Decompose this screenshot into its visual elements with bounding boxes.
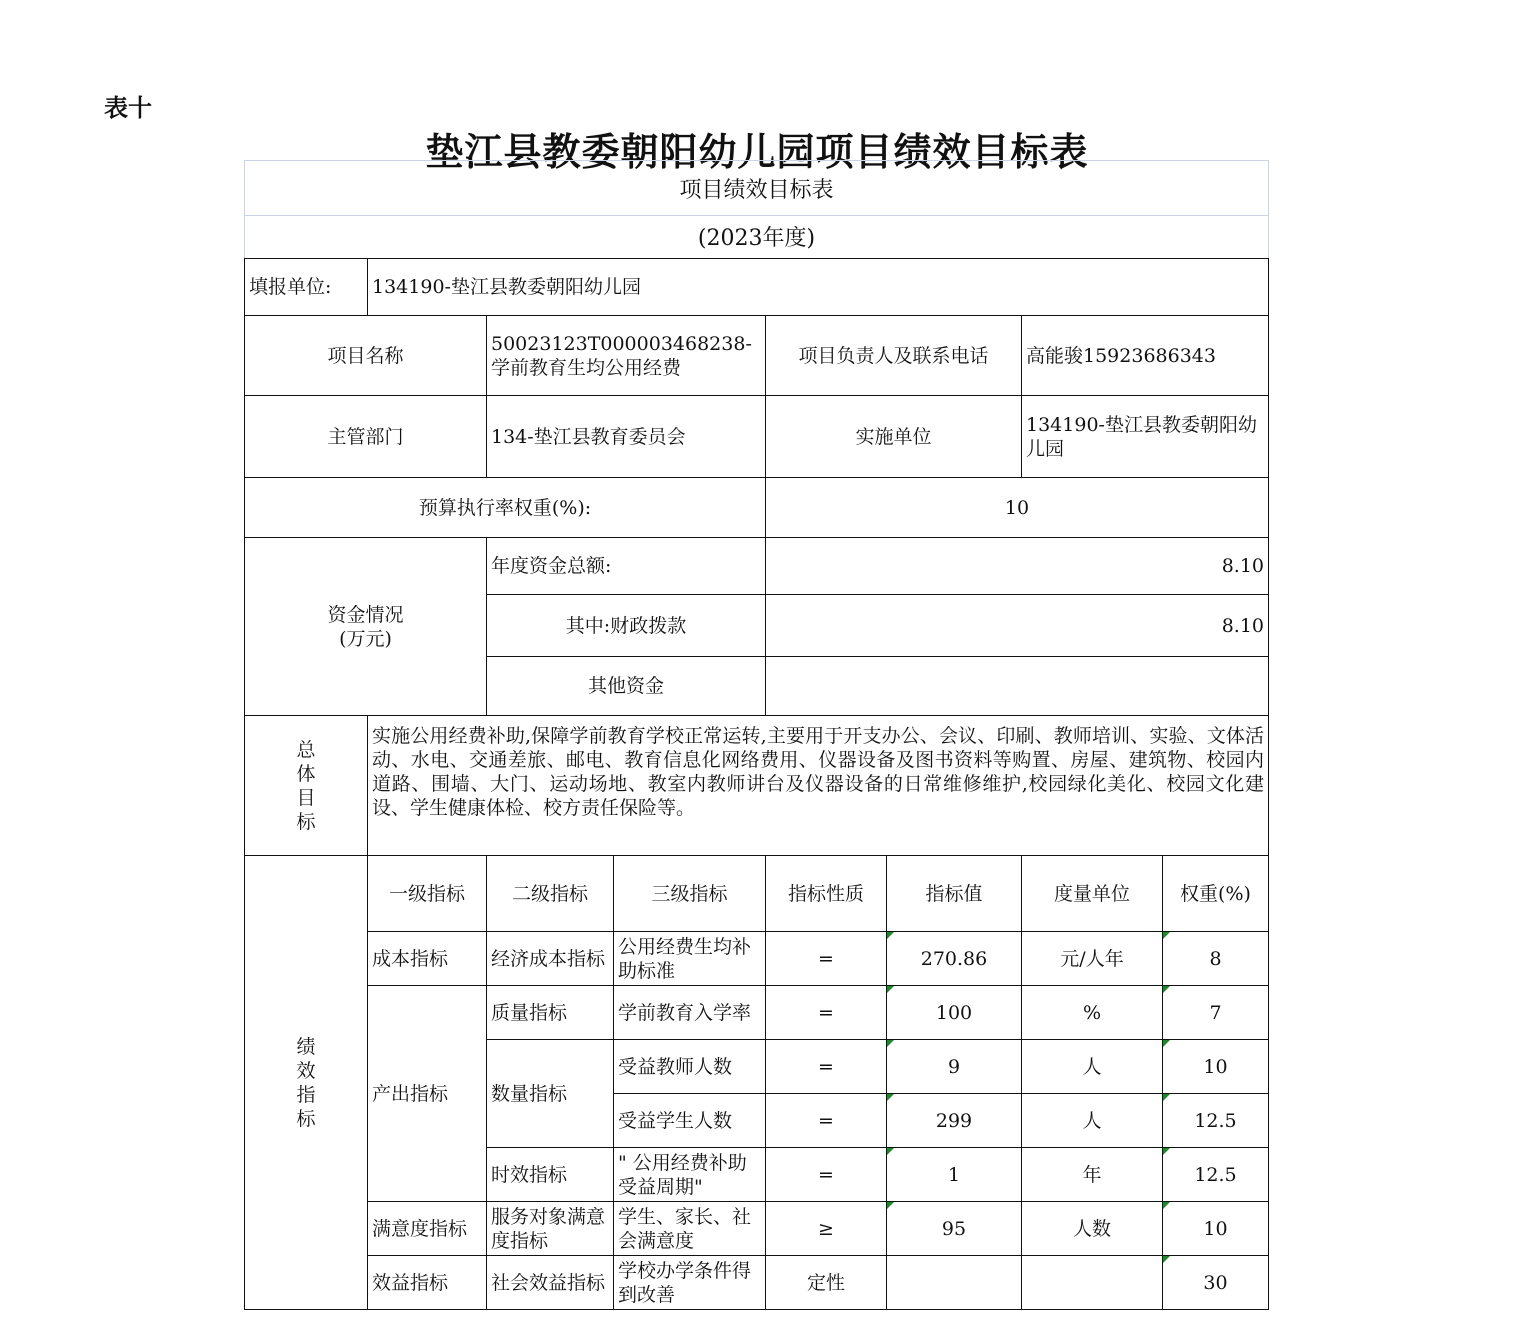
impl-value: 134190-垫江县教委朝阳幼儿园 xyxy=(1022,396,1269,478)
project-name-value: 50023123T000003468238-学前教育生均公用经费 xyxy=(487,316,766,396)
unit-row xyxy=(245,259,1269,316)
row-unit: 元/人年 xyxy=(1022,932,1163,986)
funds-total-label: 年度资金总额: xyxy=(487,538,766,595)
funds-fiscal-value: 8.10 xyxy=(766,595,1269,657)
row-value: 270.86 xyxy=(887,932,1022,986)
row-nature: = xyxy=(766,1148,887,1202)
row-value: 299 xyxy=(887,1094,1022,1148)
table-row xyxy=(245,932,1269,986)
row-unit: 人数 xyxy=(1022,1202,1163,1256)
row-l2: 时效指标 xyxy=(487,1148,614,1202)
impl-label: 实施单位 xyxy=(766,396,1022,478)
goal-row xyxy=(245,716,1269,856)
budget-rate-row xyxy=(245,478,1269,538)
header-l3: 三级指标 xyxy=(614,856,766,932)
table-number: 表十 xyxy=(104,94,152,122)
row-value: 100 xyxy=(887,986,1022,1040)
row-l2: 质量指标 xyxy=(487,986,614,1040)
row-weight: 30 xyxy=(1163,1256,1269,1310)
table-subtitle: 项目绩效目标表 xyxy=(244,160,1269,216)
leader-label: 项目负责人及联系电话 xyxy=(766,316,1022,396)
row-nature: = xyxy=(766,986,887,1040)
row-nature: ≥ xyxy=(766,1202,887,1256)
row-unit xyxy=(1022,1256,1163,1310)
funds-label-line2: (万元) xyxy=(339,627,392,650)
funds-fiscal-label: 其中:财政拨款 xyxy=(487,595,766,657)
row-l3: 学生、家长、社会满意度 xyxy=(614,1202,766,1256)
row-l2: 数量指标 xyxy=(487,1040,614,1148)
row-l1: 满意度指标 xyxy=(368,1202,487,1256)
perf-label: 绩 效 指 标 xyxy=(245,856,368,1310)
budget-rate-label: 预算执行率权重(%): xyxy=(245,478,766,538)
row-l1: 产出指标 xyxy=(368,986,487,1202)
funds-other-value xyxy=(766,657,1269,716)
row-value: 9 xyxy=(887,1040,1022,1094)
row-l1: 成本指标 xyxy=(368,932,487,986)
row-nature: = xyxy=(766,1094,887,1148)
table-row xyxy=(245,1256,1269,1310)
goal-label: 总 体 目 标 xyxy=(245,716,368,856)
row-nature: = xyxy=(766,1040,887,1094)
row-weight: 10 xyxy=(1163,1040,1269,1094)
header-weight: 权重(%) xyxy=(1163,856,1269,932)
header-unit: 度量单位 xyxy=(1022,856,1163,932)
indicator-header-row xyxy=(245,856,1269,932)
funds-total-row xyxy=(245,538,1269,595)
row-l3: 受益教师人数 xyxy=(614,1040,766,1094)
header-l1: 一级指标 xyxy=(368,856,487,932)
project-name-label: 项目名称 xyxy=(245,316,487,396)
row-l3: " 公用经费补助受益周期" xyxy=(614,1148,766,1202)
header-value: 指标值 xyxy=(887,856,1022,932)
row-l3: 公用经费生均补助标准 xyxy=(614,932,766,986)
row-weight: 7 xyxy=(1163,986,1269,1040)
project-row xyxy=(245,316,1269,396)
unit-value: 134190-垫江县教委朝阳幼儿园 xyxy=(368,259,1269,316)
row-unit: % xyxy=(1022,986,1163,1040)
funds-label-line1: 资金情况 xyxy=(327,603,404,626)
funds-label xyxy=(245,538,487,716)
row-weight: 8 xyxy=(1163,932,1269,986)
performance-table xyxy=(244,258,1269,1310)
funds-other-label: 其他资金 xyxy=(487,657,766,716)
leader-value: 高能骏15923686343 xyxy=(1022,316,1269,396)
row-unit: 人 xyxy=(1022,1040,1163,1094)
row-nature: 定性 xyxy=(766,1256,887,1310)
header-nature: 指标性质 xyxy=(766,856,887,932)
row-weight: 10 xyxy=(1163,1202,1269,1256)
row-nature: = xyxy=(766,932,887,986)
unit-label: 填报单位: xyxy=(245,259,368,316)
budget-rate-value: 10 xyxy=(766,478,1269,538)
row-unit: 年 xyxy=(1022,1148,1163,1202)
row-unit: 人 xyxy=(1022,1094,1163,1148)
row-value: 95 xyxy=(887,1202,1022,1256)
row-l3: 学前教育入学率 xyxy=(614,986,766,1040)
table-row xyxy=(245,986,1269,1040)
row-weight: 12.5 xyxy=(1163,1148,1269,1202)
funds-total-value: 8.10 xyxy=(766,538,1269,595)
row-l2: 服务对象满意度指标 xyxy=(487,1202,614,1256)
row-l2: 经济成本指标 xyxy=(487,932,614,986)
row-weight: 12.5 xyxy=(1163,1094,1269,1148)
goal-text: 实施公用经费补助,保障学前教育学校正常运转,主要用于开支办公、会议、印刷、教师培训、实验、文体活动、水电、交通差旅、邮电、教育信息化网络费用、仪器设备及图书资料等购置、房屋、建筑物、校园内道路、围墙、大门、运动场地、教室内教师讲台及仪器设备的日常维修维护,校园绿化美化、校园文化建设、学生健康体检、校方责任保险等。 xyxy=(368,716,1269,856)
row-l3: 学校办学条件得到改善 xyxy=(614,1256,766,1310)
document-title: 垫江县教委朝阳幼儿园项目绩效目标表 xyxy=(425,129,1089,174)
dept-row xyxy=(245,396,1269,478)
row-l1: 效益指标 xyxy=(368,1256,487,1310)
dept-value: 134-垫江县教育委员会 xyxy=(487,396,766,478)
row-l2: 社会效益指标 xyxy=(487,1256,614,1310)
header-l2: 二级指标 xyxy=(487,856,614,932)
table-row xyxy=(245,1202,1269,1256)
row-value xyxy=(887,1256,1022,1310)
row-value: 1 xyxy=(887,1148,1022,1202)
fiscal-year: (2023年度) xyxy=(244,215,1269,259)
row-l3: 受益学生人数 xyxy=(614,1094,766,1148)
dept-label: 主管部门 xyxy=(245,396,487,478)
